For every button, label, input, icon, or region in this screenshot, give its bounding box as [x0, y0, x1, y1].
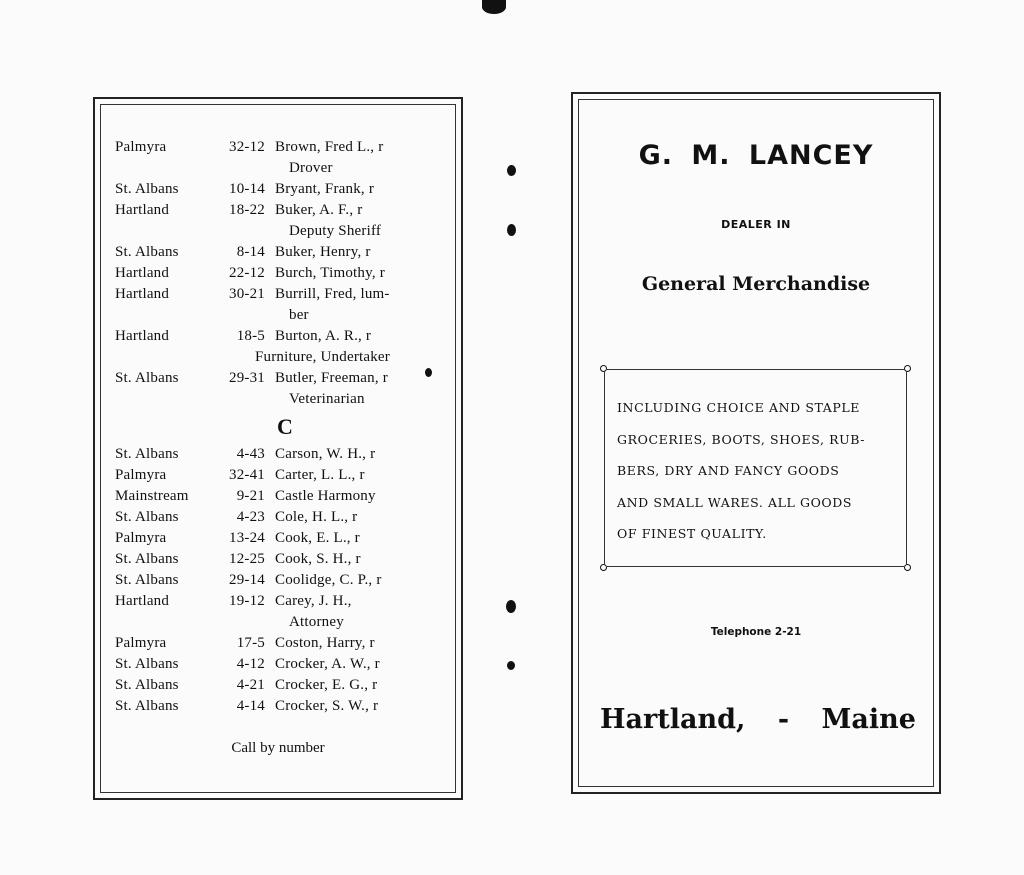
box-right-rule	[906, 372, 907, 564]
entry-occupation: Attorney	[289, 614, 344, 630]
dealer-in-label: DEALER IN	[721, 218, 791, 231]
entry-town: St. Albans	[115, 698, 179, 714]
entry-town: St. Albans	[115, 572, 179, 588]
binding-hole	[507, 661, 515, 670]
entry-name: Crocker, E. G., r	[275, 677, 378, 693]
entry-town: Palmyra	[115, 139, 167, 155]
entry-town: Palmyra	[115, 635, 167, 651]
entry-name: Carey, J. H.,	[275, 593, 352, 609]
entry-town: Palmyra	[115, 530, 167, 546]
entry-name: Brown, Fred L., r	[275, 139, 384, 155]
entry-name: Burrill, Fred, lum-	[275, 286, 390, 302]
location-town: Hartland,	[600, 704, 746, 735]
directory-entry	[115, 570, 445, 591]
entry-number: 4-21	[236, 677, 265, 693]
entry-number: 8-14	[236, 244, 265, 260]
entry-number: 13-24	[229, 530, 265, 546]
goods-description-line: OF FINEST QUALITY.	[617, 526, 767, 541]
entry-number: 17-5	[236, 635, 265, 651]
entry-occupation: Deputy Sheriff	[289, 223, 382, 239]
entry-town: Hartland	[115, 328, 170, 344]
goods-description	[617, 392, 900, 550]
binding-hole	[506, 600, 516, 613]
entry-occupation: Drover	[289, 160, 333, 176]
telephone-number: Telephone 2-21	[710, 626, 802, 638]
merchant-initial-2: M.	[691, 140, 731, 171]
corner-ornament	[600, 365, 607, 372]
directory-entry	[115, 507, 445, 528]
merchant-surname: LANCEY	[748, 140, 874, 171]
entry-town: Hartland	[115, 593, 170, 609]
entry-number: 9-21	[236, 488, 265, 504]
directory-entry	[115, 696, 445, 717]
directory-entry	[115, 137, 445, 158]
entry-name: Burton, A. R., r	[275, 328, 372, 344]
section-letter-heading: C	[276, 414, 294, 439]
entry-name: Buker, Henry, r	[275, 244, 371, 260]
directory-entry	[115, 200, 445, 221]
directory-entry	[115, 444, 445, 465]
entry-town: St. Albans	[115, 509, 179, 525]
corner-ornament	[904, 564, 911, 571]
entry-number: 4-43	[236, 446, 265, 462]
goods-description-line: AND SMALL WARES. ALL GOODS	[617, 494, 853, 510]
entry-name: Coston, Harry, r	[275, 635, 375, 651]
entry-number: 4-12	[236, 656, 265, 672]
location-separator: -	[777, 704, 790, 735]
business-location	[600, 704, 916, 735]
entry-name: Cook, S. H., r	[275, 551, 361, 567]
directory-footer: Call by number	[231, 740, 325, 756]
entry-number: 30-21	[229, 286, 265, 302]
entry-number: 4-14	[236, 698, 265, 714]
directory-entry	[115, 654, 445, 675]
entry-name: Butler, Freeman, r	[275, 370, 388, 386]
directory-entry	[115, 368, 445, 389]
merchant-name	[571, 140, 941, 171]
entry-occupation: Veterinarian	[289, 391, 365, 407]
ink-blot-top	[482, 0, 506, 14]
directory-entry	[115, 465, 445, 486]
corner-ornament	[904, 365, 911, 372]
entry-name: Crocker, A. W., r	[275, 656, 380, 672]
entry-town: St. Albans	[115, 244, 179, 260]
entry-number: 18-22	[229, 202, 265, 218]
entry-town: St. Albans	[115, 677, 179, 693]
entry-town: St. Albans	[115, 446, 179, 462]
section-c-entries	[115, 444, 445, 717]
entry-number: 29-14	[229, 572, 265, 588]
entry-number: 18-5	[236, 328, 265, 344]
entry-name: Coolidge, C. P., r	[275, 572, 382, 588]
entry-name: Carson, W. H., r	[275, 446, 376, 462]
corner-ornament	[600, 564, 607, 571]
section-b-entries	[115, 137, 445, 410]
entry-number: 32-41	[229, 467, 265, 483]
entry-number: 10-14	[229, 181, 265, 197]
entry-town: St. Albans	[115, 656, 179, 672]
directory-entry	[115, 633, 445, 654]
entry-town: St. Albans	[115, 370, 179, 386]
entry-number: 29-31	[229, 370, 265, 386]
entry-number: 19-12	[229, 593, 265, 609]
binding-hole	[507, 224, 516, 236]
merchant-initial-1: G.	[638, 140, 673, 171]
directory-entry	[115, 263, 445, 284]
goods-description-line: GROCERIES, BOOTS, SHOES, RUB-	[617, 431, 866, 447]
entry-name: Crocker, S. W., r	[275, 698, 379, 714]
entry-number: 4-23	[236, 509, 265, 525]
goods-description-line: BERS, DRY AND FANCY GOODS	[617, 463, 840, 478]
entry-occupation: ber	[289, 307, 309, 323]
entry-occupation: Furniture, Undertaker	[255, 349, 390, 365]
directory-entry	[115, 326, 445, 347]
entry-number: 12-25	[229, 551, 265, 567]
entry-town: St. Albans	[115, 181, 179, 197]
entry-town: St. Albans	[115, 551, 179, 567]
entry-number: 32-12	[229, 139, 265, 155]
entry-town: Palmyra	[115, 467, 167, 483]
entry-town: Hartland	[115, 202, 170, 218]
merchandise-heading: General Merchandise	[641, 273, 871, 295]
entry-name: Bryant, Frank, r	[275, 181, 375, 197]
entry-number: 22-12	[229, 265, 265, 281]
entry-name: Cook, E. L., r	[275, 530, 360, 546]
location-state: Maine	[821, 704, 916, 735]
directory-entry	[115, 284, 445, 305]
binding-hole	[507, 165, 516, 176]
entry-name: Cole, H. L., r	[275, 509, 358, 525]
entry-town: Hartland	[115, 265, 170, 281]
directory-entry	[115, 179, 445, 200]
entry-town: Mainstream	[115, 488, 189, 504]
box-top-rule	[607, 369, 904, 370]
box-left-rule	[604, 372, 605, 564]
entry-name: Castle Harmony	[275, 488, 376, 504]
box-bottom-rule	[607, 566, 904, 567]
directory-entry	[115, 549, 445, 570]
entry-name: Buker, A. F., r	[275, 202, 363, 218]
entry-name: Burch, Timothy, r	[275, 265, 385, 281]
directory-entry	[115, 242, 445, 263]
entry-name: Carter, L. L., r	[275, 467, 365, 483]
directory-entry	[115, 486, 445, 507]
directory-entry	[115, 591, 445, 612]
directory-entry	[115, 675, 445, 696]
goods-description-line: INCLUDING CHOICE AND STAPLE	[617, 400, 861, 415]
directory-entry	[115, 528, 445, 549]
entry-town: Hartland	[115, 286, 170, 302]
directory-listing	[115, 137, 445, 717]
